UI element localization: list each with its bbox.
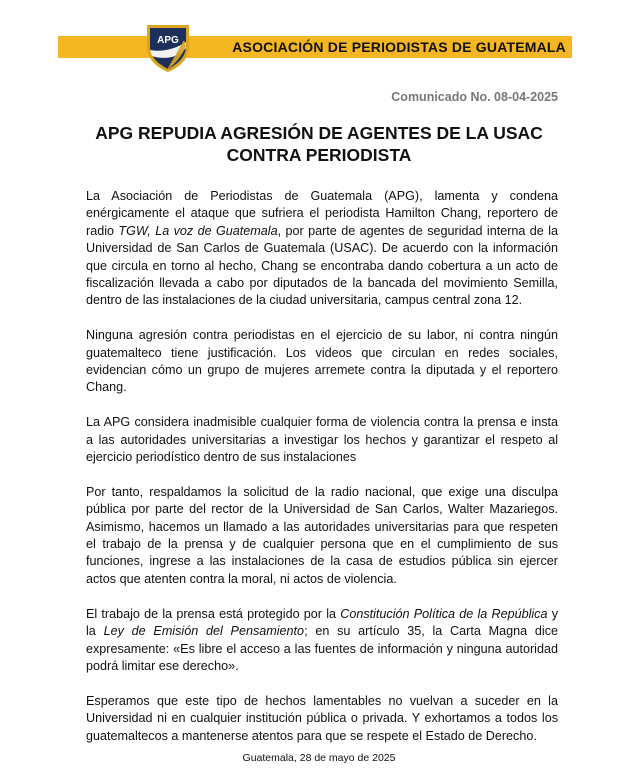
paragraph-5-text-a: El trabajo de la prensa está protegido por la	[86, 606, 341, 621]
paragraph-1-text-a: La Asociación de Periodistas de Guatemala (APG), lamenta y condena enérgicamente el ataque que sufriera el periodista Hamilton Chang, reportero de radio	[86, 189, 558, 238]
title-line-2: CONTRA PERIODISTA	[226, 145, 412, 165]
constitution-name: Constitución Política de la República	[340, 606, 548, 621]
paragraph-4: Por tanto, respaldamos la solicitud de la radio nacional, que exige una disculpa pública por parte del rector de la Universidad de San Carlos, Walter Mazariegos. Asimismo, hacemos un llamado a las autoridades universitarias para que respeten el trabajo de la prensa y de cualquier persona que en el cumplimiento de sus funciones, ingrese a las instalaciones de la casa de estudios pública sin ejercer actos que atenten contra la moral, ni actos de violencia.	[86, 484, 558, 586]
paragraph-6: Esperamos que este tipo de hechos lamentables no vuelvan a suceder en la Universidad ni en cualquier institución pública o privada. Y exhortamos a todos los guatemaltecos a mantenerse atentos para que se respete el Estado de Derecho.	[86, 693, 558, 743]
body-text	[86, 188, 558, 745]
paragraph-2: Ninguna agresión contra periodistas en el ejercicio de su labor, ni contra ningún guatemalteco tiene justificación. Los videos que circulan en redes sociales, evidencian cómo un grupo de mujeres arremete contra la diputada y el reportero Chang.	[86, 328, 558, 395]
signoff-date: Guatemala, 28 de mayo de 2025	[242, 752, 396, 764]
paragraph-1-text-c: , por parte de agentes de seguridad interna de la Universidad de San Carlos de Guatemala (USAC). De acuerdo con la información que circula en torno al hecho, Chang se encontraba dando cobertura a un acto de fiscalización llevada a cabo por diputados de la bancada del movimiento Semilla, dentro de las instalaciones de la ciudad universitaria, campus central zona 12.	[86, 223, 559, 308]
law-name: Ley de Emisión del Pensamiento	[103, 624, 305, 639]
comunicado-number: Comunicado No. 08-04-2025	[391, 90, 558, 104]
header-bar	[58, 36, 572, 58]
title-line-1: APG REPUDIA AGRESIÓN DE AGENTES DE LA USAC	[95, 123, 543, 143]
apg-logo-shield-icon	[144, 22, 192, 74]
org-name: ASOCIACIÓN DE PERIODISTAS DE GUATEMALA	[232, 39, 566, 55]
page-title	[60, 122, 578, 166]
radio-name: TGW, La voz de Guatemala	[118, 223, 278, 238]
paragraph-5-text-e: ; en su artículo 35, la Carta Magna dice expresamente: «Es libre el acceso a las fuentes de información y ninguna autoridad podrá limitar ese derecho».	[86, 624, 558, 673]
logo-text: APG	[157, 35, 179, 46]
paragraph-1	[86, 188, 558, 310]
paragraph-5-text-c: y la	[86, 606, 559, 639]
paragraph-3: La APG considera inadmisible cualquier forma de violencia contra la prensa e insta a las autoridades universitarias a investigar los hechos y garantizar el respeto al ejercicio periodístico dentro de sus instalaciones	[86, 415, 558, 465]
paragraph-5	[86, 606, 558, 676]
